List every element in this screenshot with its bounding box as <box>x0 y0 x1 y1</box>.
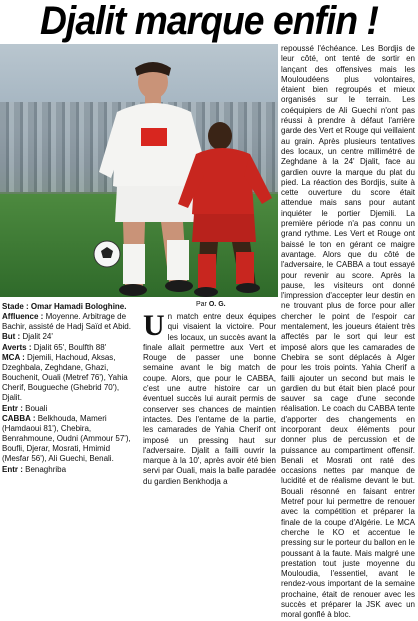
article-column-1 <box>143 309 276 487</box>
averts-label: Averts : <box>2 342 32 352</box>
affluence-value: Moyenne. Arbitrage de Bachir, assisté de Hadj Saïd et Abid. <box>2 312 131 332</box>
match-caption <box>2 302 138 475</box>
article-column-2: repoussé l'échéance. Les Bordjis de leur côté, ont tenté de sortir en lançant des offensives mais les Mouloudéens plus volontaires, étaient bien regroupés et mieux organisés sur le terrain. Les coéquipiers de Ali Guechi n'ont pas réussi à prendre à défaut l'arrière garde des Vert et Rouge qui veillaient au grain. Après plusieurs tentatives des locaux, un centre millimétré de Zeghdane à la 24' Djalit, face au gardien ouvre la marque du plat du pied. La réaction des Bordjis, suite à cette ouverture du score était attendue mais sans pour autant inquiéter le portier Djemili. La première période n'a pas connu un grand rythme. Les Vert et Rouge ont baissé le ton en gérant ce maigre avantage. Alors que du côté de l'adversaire, le CABBA a tout essayé pour revenir au score. Après la pause, les visiteurs ont donné l'impression d'accepter leur destin en ne trouvant plus de force pour aller chercher le point de l'espoir car mentalement, les joueurs étaient très affectés par le sort qui leur est imposé alors que les camarades de Chebira se sont déplacés à Alger pour les trois points. Yahia Cherif a failli ajouter un second but mais le gardien du but était bien placé pour sauver sa cage d'une seconde réalisation. Le coach du CABBA tente d'apporter des changements en incorporant deux éléments pour donner plus de percussion et de puissance au compartiment offensif. Benali et Mosrati ont raté des occasions nettes par manque de lucidité et de réalisme devant le but. Bouali résonné en faisant entrer Metref pour lui permettre de renouer avec la compétition et préparer la finale de la coupe d'Algérie. Le MCA cherche le KO et accentue le pressing sur le porteur du ballon en le poussant à la faute. Mais malgré une prestation tout juste moyenne du Mouloudia, l'essentiel, avant le rendez-vous important de la semaine prochaine, était de renouer avec les succès et préparer la JSK avec un moral gonflé à bloc. <box>281 44 415 620</box>
averts-value: Djalit 65', Boulfth 88' <box>33 342 107 352</box>
but-value: Djalit 24' <box>22 332 53 342</box>
stade-label: Stade : <box>2 302 29 311</box>
drop-cap: U <box>143 309 165 342</box>
player-red-kit <box>168 114 278 297</box>
mca-coach-label: Entr : <box>2 403 23 413</box>
headline: Djalit marque enfin ! <box>39 0 379 43</box>
stade-value: Omar Hamadi Bologhine. <box>30 302 127 311</box>
football <box>92 239 122 269</box>
cabba-coach: Benaghriba <box>25 464 67 474</box>
byline <box>196 301 226 308</box>
affluence-label: Affluence : <box>2 312 44 322</box>
cabba-label: CABBA : <box>2 413 36 423</box>
mca-label: MCA : <box>2 352 25 362</box>
match-photo <box>0 44 278 297</box>
article-text-1: n match entre deux équipes qui visaient la victoire. Pour les locaux, un succès avant la finale allait permettre aux Vert et Rouge de passer une bonne semaine avant le big match de coupe. Alors, que pour le CABBA, c'est une autre histoire car un éventuel succès lui aurait permis de conserver ses chances de maintien intactes. Des l'entame de la partie, les camarades de Yahia Cherif ont imposé un pressing haut sur l'adversaire. Djalit a failli ouvrir la marque à la 10', après avoir été bien servi par Ouali, mais la balle paradée du gardien Benkhodja a <box>143 312 276 486</box>
mca-lineup: Djemili, Hachoud, Aksas, Dzeghbala, Zeghdane, Ghazi, Bouchenit, Ouali (Metref 76'), Yahia Cherif, Bougueche (Ghebrid 70'), Djalit. <box>2 352 128 403</box>
byline-prefix: Par <box>196 301 207 308</box>
byline-author: O. G. <box>208 301 226 308</box>
cabba-coach-label: Entr : <box>2 464 23 474</box>
mca-coach: Bouali <box>25 403 48 413</box>
cabba-lineup: Belkhouda, Mameri (Hamdaoui 81'), Chebira, Benrahmoune, Oudni (Ammour 57'), Boufli, Djerar, Mosrati, Hmimid (Mesfar 56'), Ali Guechi, Benali. <box>2 413 131 464</box>
but-label: But : <box>2 332 21 342</box>
